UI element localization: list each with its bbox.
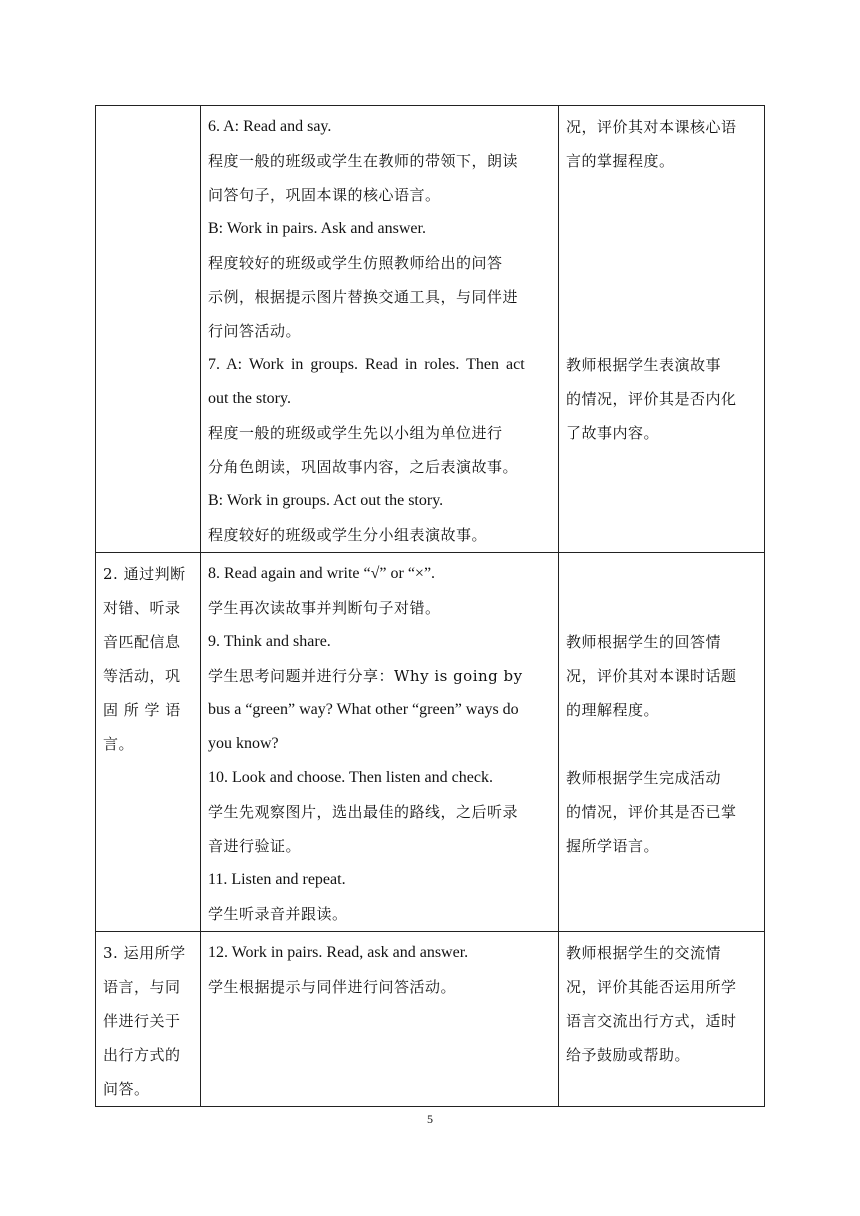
activity-line: 学生再次读故事并判断句子对错。 (208, 599, 441, 617)
activity-line: 程度较好的班级或学生分小组表演故事。 (208, 526, 488, 544)
evaluation-line: 况，评价其能否运用所学 (566, 978, 737, 996)
evaluation-cell (559, 106, 765, 553)
activity-line: 11. Listen and repeat. (208, 871, 346, 888)
lesson-activity-table (95, 105, 765, 1107)
goal-line: 伴进行关于 (103, 1012, 181, 1030)
goal-line: 等活动，巩 (103, 667, 181, 685)
activity-line: 12. Work in pairs. Read, ask and answer. (208, 944, 469, 961)
goal-cell (96, 553, 201, 932)
activity-line: 程度一般的班级或学生在教师的带领下，朗读 (208, 152, 519, 170)
evaluation-line: 教师根据学生的交流情 (566, 944, 722, 962)
evaluation-line: 的情况，评价其是否已掌 (566, 803, 737, 821)
activity-line: out the story. (208, 390, 291, 407)
table-row (96, 932, 765, 1107)
activity-line: 分角色朗读，巩固故事内容，之后表演故事。 (208, 458, 519, 476)
activities-cell (201, 932, 559, 1107)
evaluation-line: 教师根据学生的回答情 (566, 633, 722, 651)
goal-line: 固 所 学 语 (103, 701, 181, 719)
activity-line: 学生听录音并跟读。 (208, 905, 348, 923)
activities-cell (201, 553, 559, 932)
activity-line: 示例，根据提示图片替换交通工具，与同伴进 (208, 288, 519, 306)
activity-line: you know? (208, 735, 279, 752)
activity-line: 学生根据提示与同伴进行问答活动。 (208, 978, 457, 996)
activity-line: 程度一般的班级或学生先以小组为单位进行 (208, 424, 503, 442)
evaluation-line: 握所学语言。 (566, 837, 660, 855)
table-row (96, 553, 765, 932)
activity-line: 10. Look and choose. Then listen and check. (208, 769, 493, 786)
page-number: 5 (427, 1112, 433, 1126)
activity-line: 学生先观察图片，选出最佳的路线，之后听录 (208, 803, 519, 821)
goal-line: 3. 运用所学 (103, 944, 186, 962)
evaluation-line: 了故事内容。 (566, 424, 660, 442)
goal-line: 问答。 (103, 1080, 150, 1098)
goal-line: 语言，与同 (103, 978, 181, 996)
activities-cell (201, 106, 559, 553)
evaluation-line: 教师根据学生表演故事 (566, 356, 722, 374)
goal-cell (96, 932, 201, 1107)
evaluation-line: 况，评价其对本课时话题 (566, 667, 737, 685)
activity-line: 9. Think and share. (208, 633, 331, 650)
goal-line: 音匹配信息 (103, 633, 181, 651)
activity-line: 程度较好的班级或学生仿照教师给出的问答 (208, 254, 503, 272)
activity-line: 行问答活动。 (208, 322, 302, 340)
activity-line: 学生思考问题并进行分享：Why is going by (208, 667, 523, 685)
activity-line: bus a “green” way? What other “green” ways do (208, 701, 519, 718)
evaluation-line: 给予鼓励或帮助。 (566, 1046, 691, 1064)
evaluation-line: 语言交流出行方式，适时 (566, 1012, 737, 1030)
goal-line: 2. 通过判断 (103, 565, 186, 583)
activity-line: 问答句子，巩固本课的核心语言。 (208, 186, 441, 204)
goal-line: 对错、听录 (103, 599, 181, 617)
evaluation-line: 言的掌握程度。 (566, 152, 675, 170)
evaluation-cell (559, 932, 765, 1107)
evaluation-line: 教师根据学生完成活动 (566, 769, 722, 787)
table-row (96, 106, 765, 553)
evaluation-line: 的情况，评价其是否内化 (566, 390, 737, 408)
activity-line: 7. A: Work in groups. Read in roles. Then act (208, 356, 525, 373)
activity-line: 8. Read again and write “√” or “×”. (208, 565, 436, 582)
activity-line: B: Work in groups. Act out the story. (208, 492, 444, 509)
goal-cell (96, 106, 201, 553)
goal-line: 言。 (103, 735, 135, 753)
evaluation-cell (559, 553, 765, 932)
activity-line: 6. A: Read and say. (208, 118, 332, 135)
activity-line: 音进行验证。 (208, 837, 302, 855)
goal-line: 出行方式的 (103, 1046, 181, 1064)
activity-line: B: Work in pairs. Ask and answer. (208, 220, 426, 237)
evaluation-line: 的理解程度。 (566, 701, 660, 719)
evaluation-line: 况，评价其对本课核心语 (566, 118, 737, 136)
